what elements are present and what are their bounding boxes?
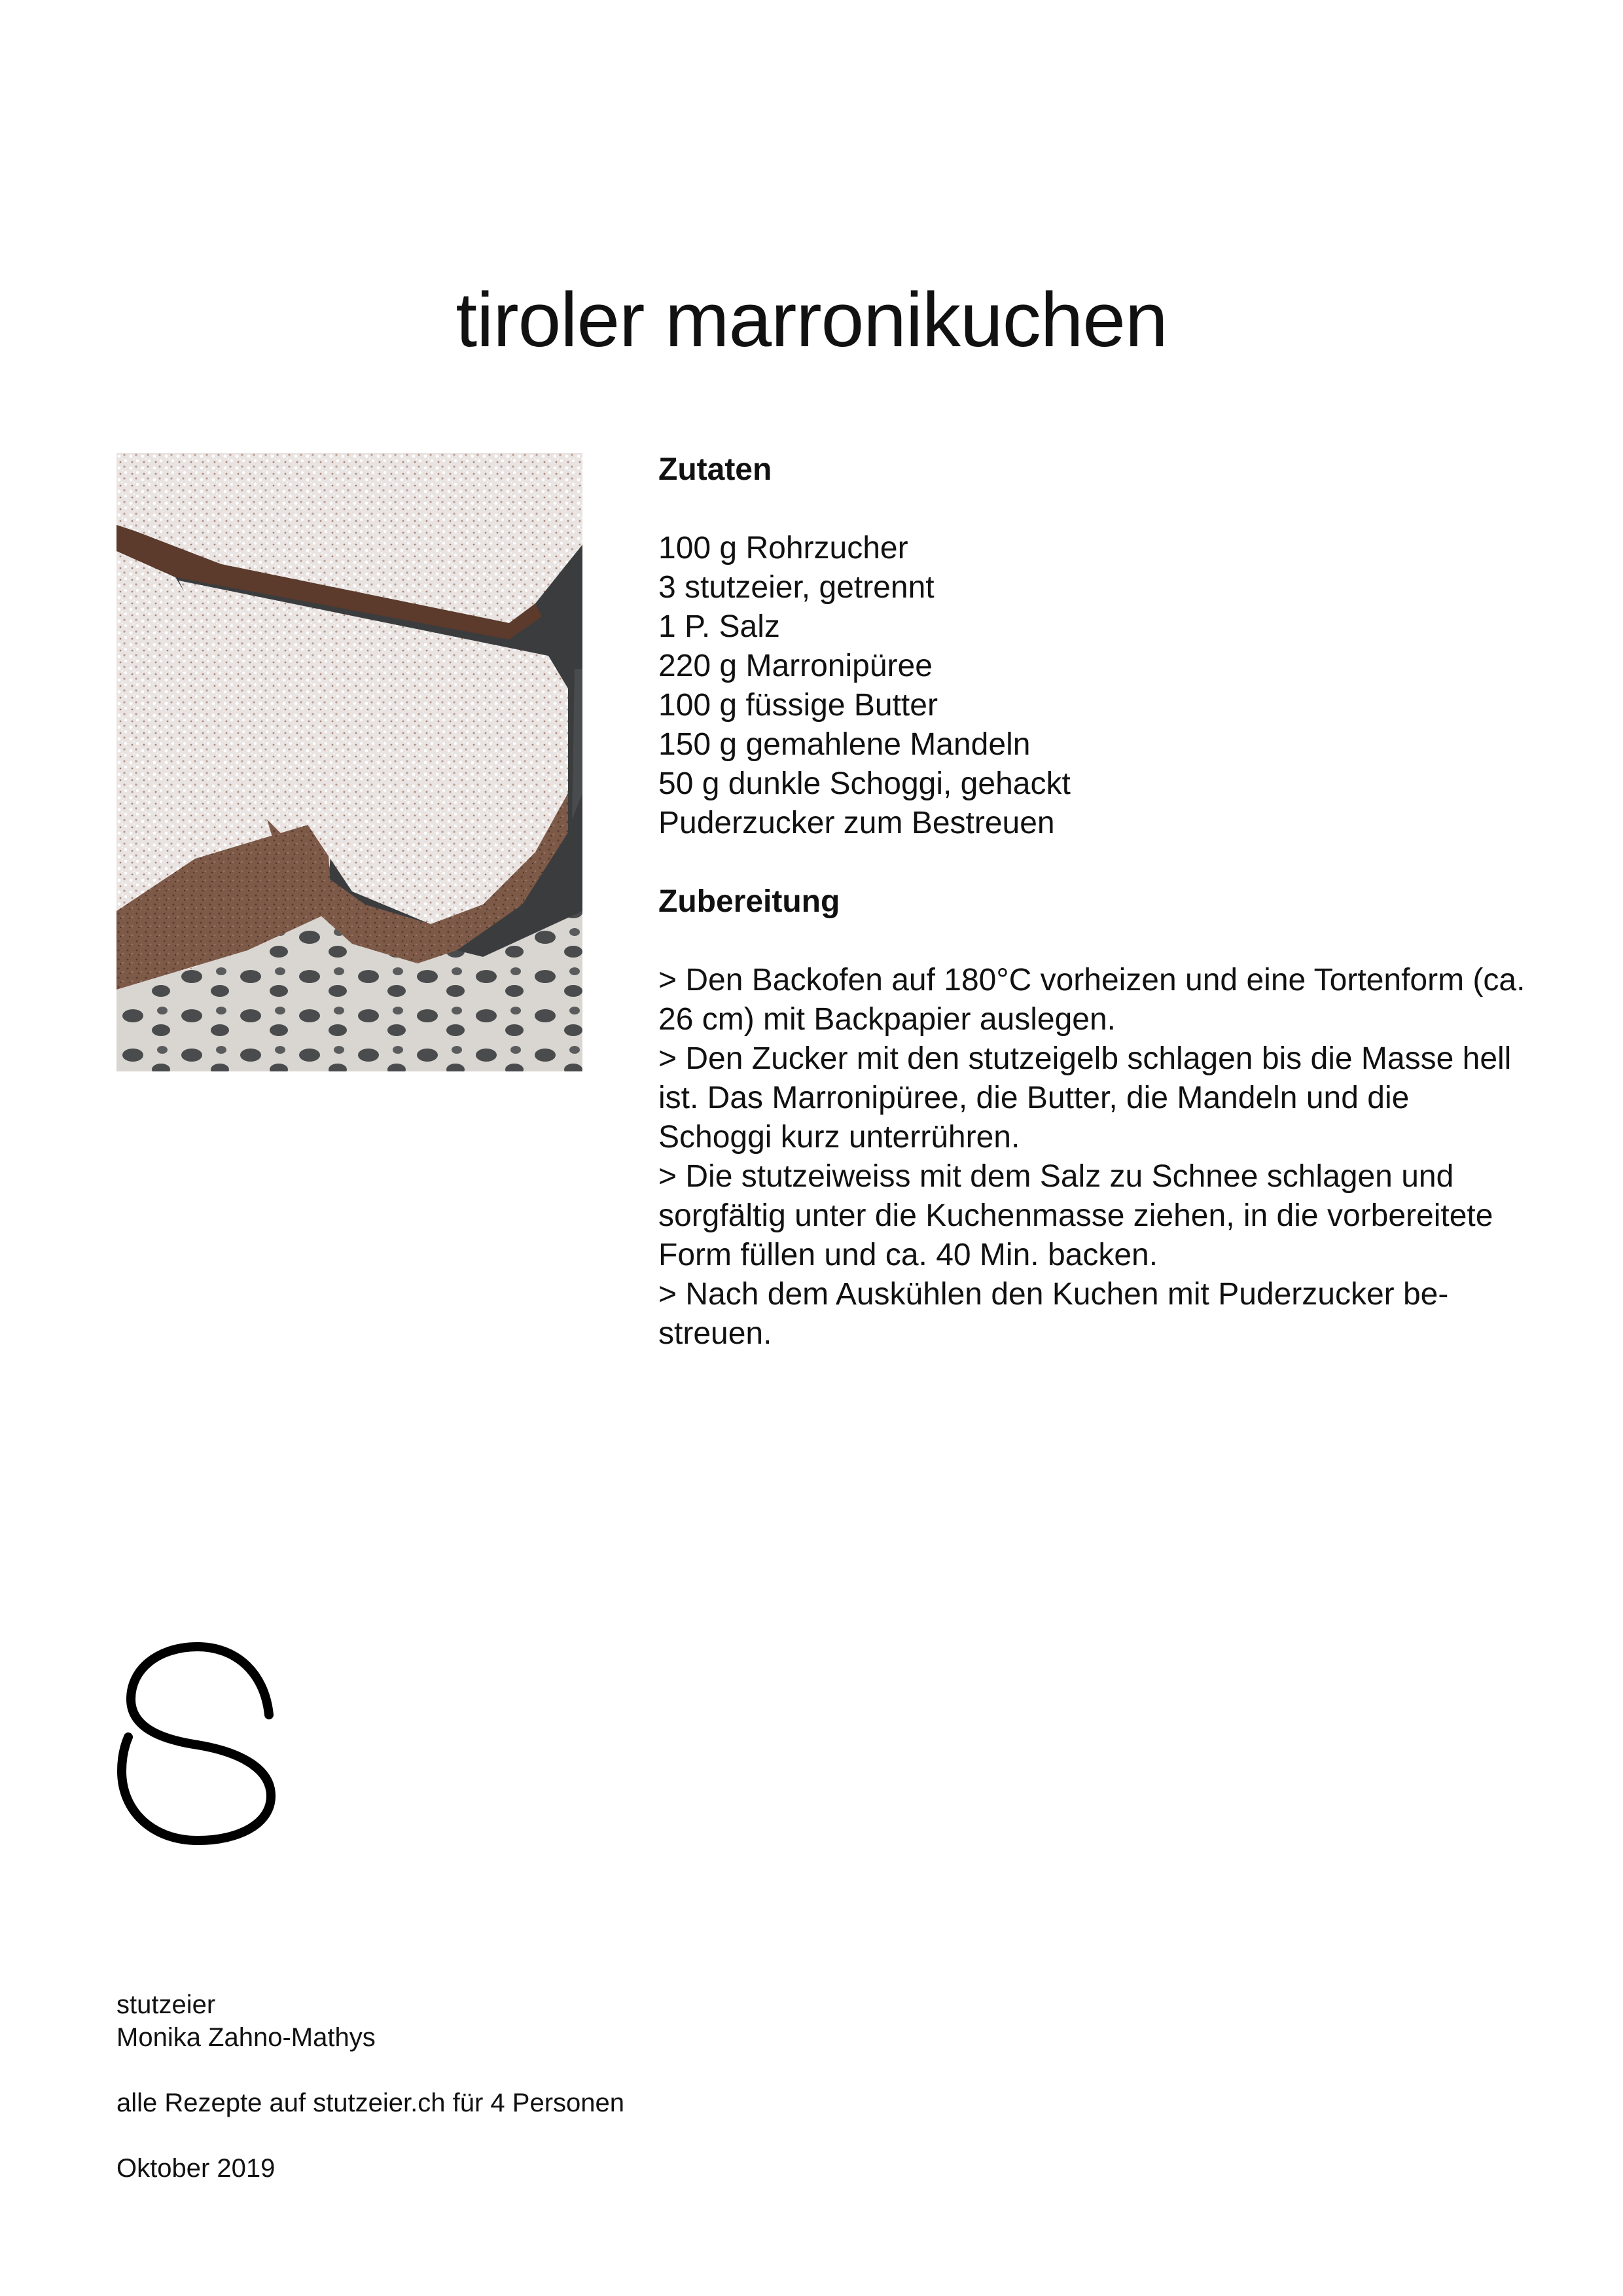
preparation-heading: Zubereitung: [658, 884, 840, 919]
ingredient-item: 100 g füssige Butter: [658, 688, 938, 723]
page-title: tiroler marronikuchen: [455, 277, 1168, 364]
recipe-content: [658, 450, 1529, 1354]
footer-author: Monika Zahno-Mathys: [116, 2023, 376, 2052]
ingredient-item: 50 g dunkle Schoggi, gehackt: [658, 766, 1071, 801]
footer-date: Oktober 2019: [116, 2154, 276, 2183]
footer-brand: stutzeier: [116, 1990, 216, 2019]
ingredient-item: Puderzucker zum Bestreuen: [658, 806, 1055, 840]
footer-note: alle Rezepte auf stutzeier.ch für 4 Personen: [116, 2089, 625, 2117]
stutzeier-logo-icon: [116, 1641, 277, 1846]
preparation-step: > Den Zucker mit den stutzeigelb schlagen bis die Masse hell ist. Das Marronipüree, die Butter, die Mandeln und die Schoggi kurz unterrühren.: [658, 1041, 1512, 1155]
ingredient-item: 100 g Rohrzucher: [658, 531, 908, 565]
preparation-step: > Die stutzeiweiss mit dem Salz zu Schnee schlagen und sorgfältig unter die Kuchenmasse ziehen, in die vorbereitete Form füllen und ca. 40 Min. backen.: [658, 1159, 1493, 1272]
preparation-step: > Nach dem Auskühlen den Kuchen mit Puderzucker be-streuen.: [658, 1277, 1449, 1351]
ingredient-item: 220 g Marronipüree: [658, 649, 933, 683]
ingredients-heading: Zutaten: [658, 452, 772, 487]
footer: [116, 1988, 1033, 2185]
ingredient-item: 1 P. Salz: [658, 609, 780, 644]
ingredient-item: 3 stutzeier, getrennt: [658, 570, 935, 605]
preparation-steps: [658, 961, 1529, 1354]
preparation-step: > Den Backofen auf 180°C vorheizen und eine Tortenform (ca. 26 cm) mit Backpapier auslegen.: [658, 963, 1525, 1037]
cake-photo: [116, 453, 582, 1071]
ingredient-item: 150 g gemahlene Mandeln: [658, 727, 1031, 762]
ingredients-list: [658, 529, 1529, 843]
